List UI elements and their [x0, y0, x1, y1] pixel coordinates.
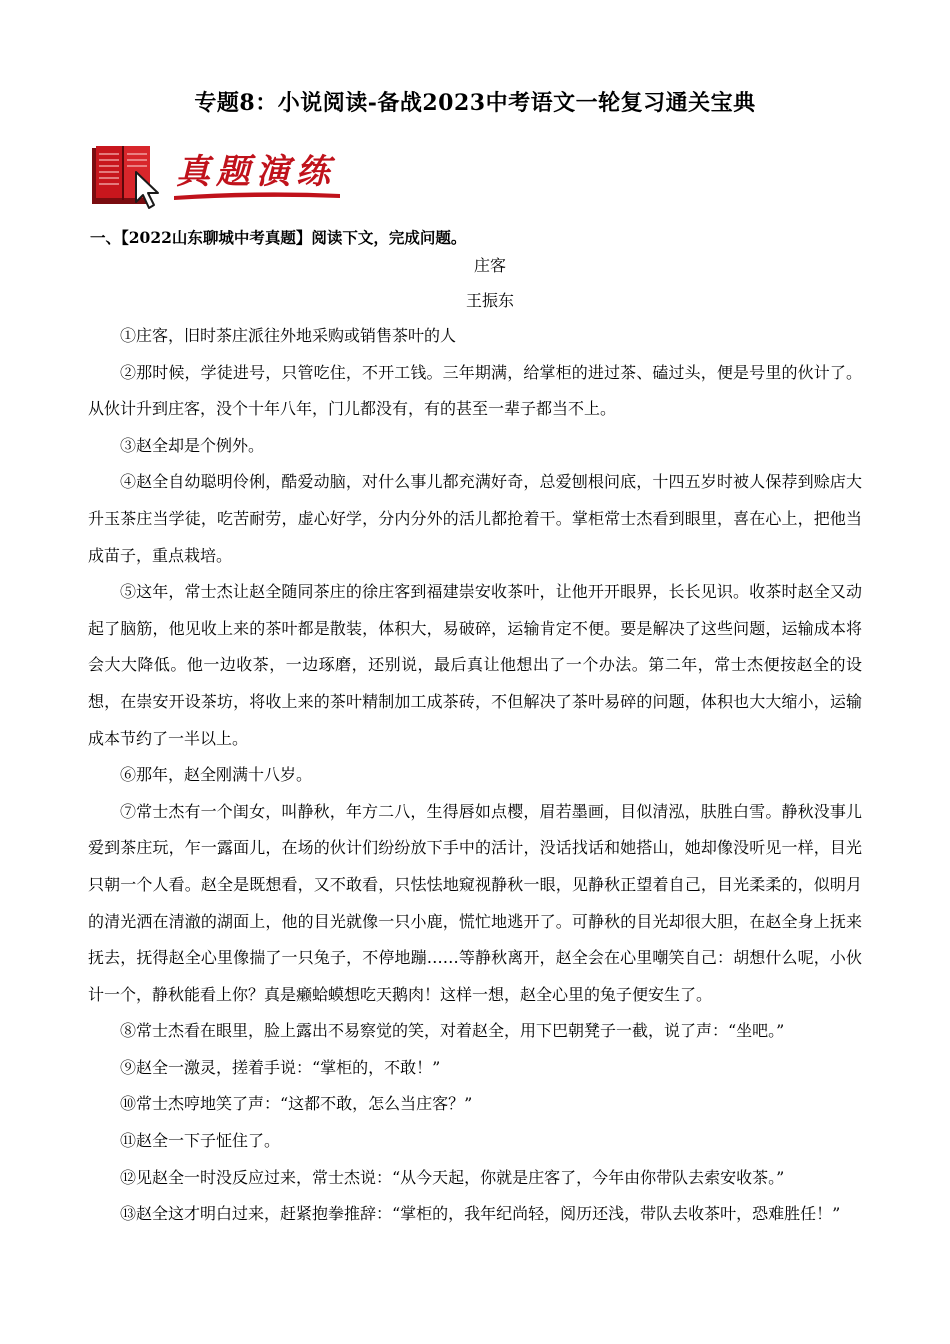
section-banner [88, 142, 348, 212]
banner-title: 真题演练 [176, 152, 336, 192]
story-paragraph: ⑬赵全这才明白过来，赶紧抱拳推辞：“掌柜的，我年纪尚轻，阅历还浅，带队去收茶叶，恐难胜任！” [120, 1204, 841, 1224]
story-paragraph: ⑤这年，常士杰让赵全随同茶庄的徐庄客到福建崇安收茶叶，让他开开眼界，长长见识。收茶时赵全又动起了脑筋，他见收上来的茶叶都是散装，体积大，易破碎，运输肯定不便。要是解决了这些问题，运输成本将会大大降低。他一边收茶，一边琢磨，还别说，最后真让他想出了一个办法。第二年，常士杰便按赵全的设想，在崇安开设茶坊，将收上来的茶叶精制加工成茶砖，不但解决了茶叶易碎的问题，体积也大大缩小，运输成本节约了一半以上。 [88, 582, 862, 748]
story-paragraph: ①庄客，旧时茶庄派往外地采购或销售茶叶的人 [120, 326, 457, 345]
page-title: 专题8：小说阅读-备战2023中考语文一轮复习通关宝典 [194, 90, 756, 116]
story-title: 庄客 [473, 256, 506, 275]
story-body [88, 318, 862, 1233]
story-author: 王振东 [465, 291, 514, 310]
story-paragraph: ④赵全自幼聪明伶俐，酷爱动脑，对什么事儿都充满好奇，总爱刨根问底，十四五岁时被人保荐到赊店大升玉茶庄当学徒，吃苦耐劳，虚心好学，分内分外的活儿都抢着干。掌柜常士杰看到眼里，喜在心上，把他当成苗子，重点栽培。 [88, 472, 862, 565]
story-paragraph: ⑨赵全一激灵，搓着手说：“掌柜的，不敢！” [120, 1057, 441, 1077]
story-paragraph: ⑫见赵全一时没反应过来，常士杰说：“从今天起，你就是庄客了，今年由你带队去索安收茶。” [120, 1167, 785, 1187]
story-paragraph: ⑪赵全一下子怔住了。 [120, 1131, 281, 1151]
story-paragraph: ②那时候，学徒进号，只管吃住，不开工钱。三年期满，给掌柜的进过茶、磕过头，便是号里的伙计了。从伙计升到庄客，没个十年八年，门儿都没有，有的甚至一辈子都当不上。 [88, 362, 862, 419]
story-paragraph: ⑩常士杰哼地笑了声：“这都不敢，怎么当庄客？” [120, 1094, 473, 1114]
story-paragraph: ⑧常士杰看在眼里，脸上露出不易察觉的笑，对着赵全，用下巴朝凳子一截，说了声：“坐吧。” [120, 1021, 785, 1041]
story-paragraph: ⑦常士杰有一个闺女，叫静秋，年方二八，生得唇如点樱，眉若墨画，目似清泓，肤胜白雪。静秋没事儿爱到茶庄玩，乍一露面儿，在场的伙计们纷纷放下手中的活计，没话找话和她搭山，她却像没听见一样，目光只朝一个人看。赵全是既想看，又不敢看，只怯怯地窥视静秋一眼，见静秋正望着自己，目光柔柔的，似明月的清光洒在清澈的湖面上，他的目光就像一只小鹿，慌忙地逃开了。可静秋的目光却很大胆，在赵全身上抚来抚去，抚得赵全心里像揣了一只兔子，不停地蹦……等静秋离开，赵全会在心里嘲笑自己：胡想什么呢，小伙计一个，静秋能看上你？真是癞蛤蟆想吃天鹅肉！这样一想，赵全心里的兔子便安生了。 [88, 801, 862, 1004]
story-paragraph: ⑥那年，赵全刚满十八岁。 [120, 765, 313, 785]
banner-underline [88, 142, 348, 212]
story-paragraph: ③赵全却是个例外。 [120, 435, 265, 455]
question-heading: 一、【2022山东聊城中考真题】阅读下文，完成问题。 [90, 228, 467, 247]
